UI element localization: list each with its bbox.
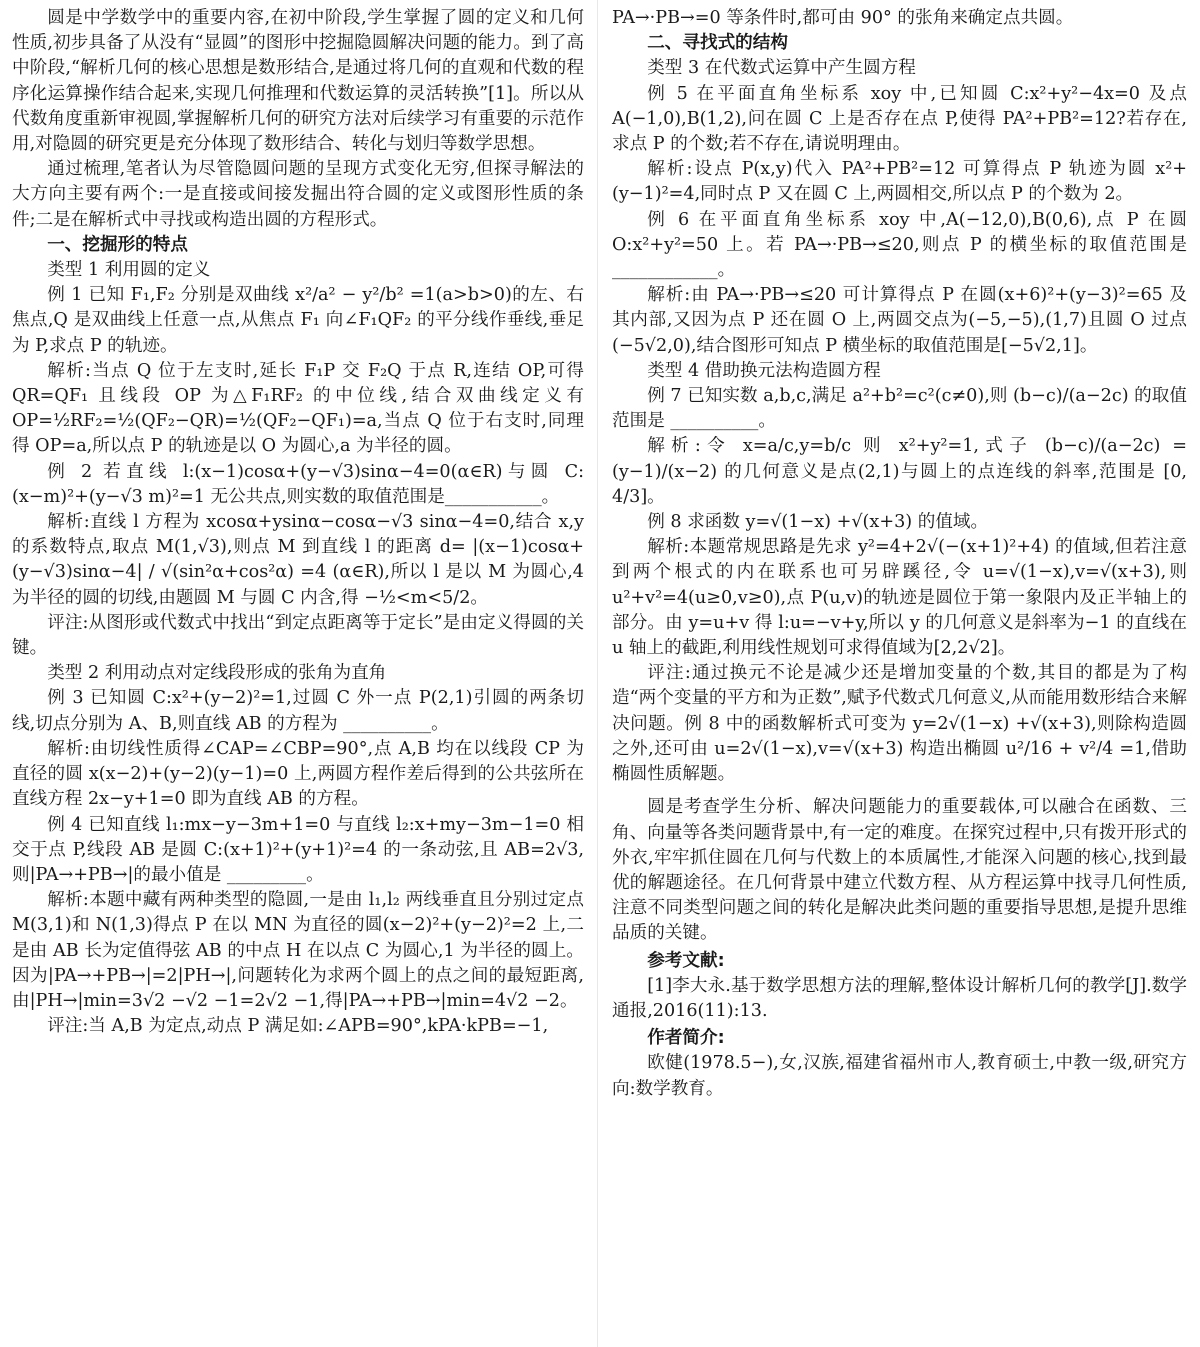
example-3: 例 3 已知圆 C:x²+(y−2)²=1,过圆 C 外一点 P(2,1)引圆的两条切线,切点分别为 A、B,则直线 AB 的方程为 __________。 [12,688,584,734]
type-1-heading: 类型 1 利用圆的定义 [47,260,211,281]
solution-5: 解析:设点 P(x,y)代入 PA²+PB²=12 可算得点 P 轨迹为圆 x²+(y−1)²=4,同时点 P 又在圆 C 上,两圆相交,所以点 P 的个数为 2。 [612,159,1187,205]
solution-4: 解析:本题中藏有两种类型的隐圆,一是由 l₁,l₂ 两线垂直且分别过定点 M(3,1)和 N(1,3)得点 P 在以 MN 为直径的圆(x−2)²+(y−2)²=2 上,二是由 AB 长为定值得弦 AB 的中点 H 在以点 C 为圆心,1 为半径的圆上。因为|PA→+PB→|=2|PH→|,问题转化为求两个圆上的点之间的最短距离,由|PH→|min=3√2 −√2 −1=2√2 −1,得|PA→+PB→|min=4√2 −2。 [12,890,584,1011]
type-3-heading: 类型 3 在代数式运算中产生圆方程 [647,58,916,79]
example-8: 例 8 求函数 y=√(1−x) +√(x+3) 的值域。 [647,512,989,533]
example-7: 例 7 已知实数 a,b,c,满足 a²+b²=c²(c≠0),则 (b−c)/(a−2c) 的取值范围是 __________。 [612,386,1187,432]
comment-2: 评注:当 A,B 为定点,动点 P 满足如:∠APB=90°,kPA·kPB=−1, [47,1016,549,1037]
solution-1: 解析:当点 Q 位于左支时,延长 F₁P 交 F₂Q 于点 R,连结 OP,可得 QR=QF₁ 且线段 OP 为△F₁RF₂ 的中位线,结合双曲线定义有 OP=½RF₂=½(QF₂−QR)=½(QF₂−QF₁)=a,当点 Q 位于右支时,同理得 OP=a,所以点 P 的轨迹是以 O 为圆心,a 为半径的圆。 [12,360,584,457]
solution-8: 解析:本题常规思路是先求 y²=4+2√(−(x+1)²+4) 的值域,但若注意到两个根式的内在联系也可另辟蹊径,令 u=√(1−x),v=√(x+3),则 u²+v²=4(u≥0,v≥0),点 P(u,v)的轨迹是圆位于第一象限内及正半轴上的部分。由 y=u+v 得 l:u=−v+y,所以 y 的几何意义是斜率为−1 的直线在 u 轴上的截距,利用线性规划可求得值域为[2,2√2]。 [612,537,1187,659]
solution-7: 解析:令 x=a/c,y=b/c 则 x²+y²=1,式子 (b−c)/(a−2c) = (y−1)/(x−2) 的几何意义是点(2,1)与圆上的点连线的斜率,范围是 [0, 4/3]。 [612,436,1187,507]
comment-2-continued: PA→·PB→=0 等条件时,都可由 90° 的张角来确定点共圆。 [612,8,1074,28]
left-column [12,6,584,1039]
section-heading-2: 二、寻找式的结构 [647,33,788,54]
conclusion-paragraph: 圆是考查学生分析、解决问题能力的重要载体,可以融合在函数、三角、向量等各类问题背景中,有一定的难度。在探究过程中,只有拨开形式的外衣,牢牢抓住圆在几何与代数上的本质属性,才能深入问题的核心,找到最优的解题途径。在几何背景中建立代数方程、从方程运算中找寻几何性质,注意不同类型问题之间的转化是解决此类问题的重要指导思想,是提升思维品质的关键。 [612,797,1187,944]
solution-3: 解析:由切线性质得∠CAP=∠CBP=90°,点 A,B 均在以线段 CP 为直径的圆 x(x−2)+(y−2)(y−1)=0 上,两圆方程作差后得到的公共弦所在直线方程 2x−y+1=0 即为直线 AB 的方程。 [12,738,584,810]
column-divider [597,0,598,1347]
example-1: 例 1 已知 F₁,F₂ 分别是双曲线 x²/a² − y²/b² =1(a>b>0)的左、右焦点,Q 是双曲线上任意一点,从焦点 F₁ 向∠F₁QF₂ 的平分线作垂线,垂足为 P,求点 P 的轨迹。 [12,285,584,356]
type-4-heading: 类型 4 借助换元法构造圆方程 [647,360,881,381]
right-column [612,6,1187,1102]
section-heading-1: 一、挖掘形的特点 [47,234,188,255]
intro-paragraph-1: 圆是中学数学中的重要内容,在初中阶段,学生掌握了圆的定义和几何性质,初步具备了从没有“显圆”的图形中挖掘隐圆解决问题的能力。到了高中阶段,“解析几何的核心思想是数形结合,是通过将几何的直观和代数的程序化运算操作结合起来,实现几何推理和代数运算的灵活转换”[1]。所以从代数角度重新审视圆,掌握解析几何的研究方法对后续学习有重要的示范作用,对隐圆的研究更是充分体现了数形结合、转化与划归等数学思想。 [12,8,584,155]
solution-2: 解析:直线 l 方程为 xcosα+ysinα−cosα−√3 sinα−4=0,结合 x,y 的系数特点,取点 M(1,√3),则点 M 到直线 l 的距离 d= |(x−1)cosα+(y−√3)sinα−4| / √(sin²α+cos²α) =4 (α∈R),所以 l 是以 M 为圆心,4 为半径的圆的切线,由题圆 M 与圆 C 内含,得 −½<m<5/2。 [12,512,584,608]
example-4: 例 4 已知直线 l₁:mx−y−3m+1=0 与直线 l₂:x+my−3m−1=0 相交于点 P,线段 AB 是圆 C:(x+1)²+(y+1)²=4 的一条动弦,且 AB=2√3,则|PA→+PB→|的最小值是 _________。 [12,814,584,885]
reference-1: [1]李大永.基于数学思想方法的理解,整体设计解析几何的教学[J].数学通报,2016(11):13. [612,975,1187,1021]
type-2-heading: 类型 2 利用动点对定线段形成的张角为直角 [47,663,387,684]
example-2: 例 2 若直线 l:(x−1)cosα+(y−√3)sinα−4=0(α∈R)与圆 C:(x−m)²+(y−√3 m)²=1 无公共点,则实数的取值范围是___________。 [12,461,584,507]
author-bio: 欧健(1978.5−),女,汉族,福建省福州市人,教育硕士,中教一级,研究方向:数学教育。 [612,1053,1187,1099]
references-heading: 参考文献: [647,950,725,971]
intro-paragraph-2: 通过梳理,笔者认为尽管隐圆问题的呈现方式变化无穷,但探寻解法的大方向主要有两个:一是直接或间接发掘出符合圆的定义或图形性质的条件;二是在解析式中寻找或构造出圆的方程形式。 [12,159,584,230]
comment-1: 评注:从图形或代数式中找出“到定点距离等于定长”是由定义得圆的关键。 [12,612,584,659]
comment-3: 评注:通过换元不论是减少还是增加变量的个数,其目的都是为了构造“两个变量的平方和为正数”,赋予代数式几何意义,从而能用数形结合来解决问题。例 8 中的函数解析式可变为 y=2√(1−x) +√(x+3),则除构造圆之外,还可由 u=2√(1−x),v=√(x+3) 构造出椭圆 u²/16 + v²/4 =1,借助椭圆性质解题。 [612,663,1187,785]
spacer [612,787,1187,795]
solution-6: 解析:由 PA→·PB→≤20 可计算得点 P 在圆(x+6)²+(y−3)²=65 及其内部,又因为点 P 还在圆 O 上,两圆交点为(−5,−5),(1,7)且圆 O 过点(−5√2,0),结合图形可知点 P 横坐标的取值范围是[−5√2,1]。 [612,285,1187,356]
author-heading: 作者简介: [647,1028,725,1049]
example-5: 例 5 在平面直角坐标系 xoy 中,已知圆 C:x²+y²−4x=0 及点 A(−1,0),B(1,2),问在圆 C 上是否存在点 P,使得 PA²+PB²=12?若存在,求点 P 的个数;若不存在,请说明理由。 [612,83,1187,155]
example-6: 例 6 在平面直角坐标系 xoy 中,A(−12,0),B(0,6),点 P 在圆 O:x²+y²=50 上。若 PA→·PB→≤20,则点 P 的横坐标的取值范围是 ____________。 [612,209,1187,281]
